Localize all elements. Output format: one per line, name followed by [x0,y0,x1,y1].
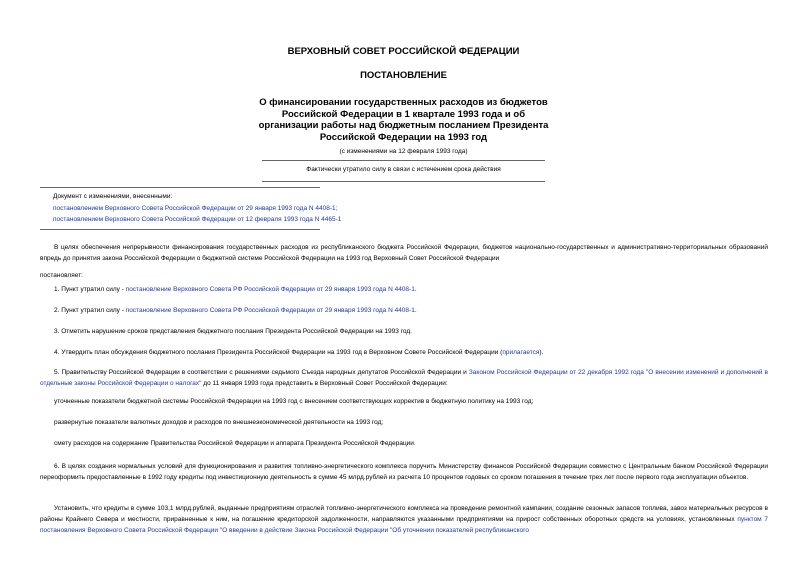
paragraph-2: 2. Пункт утратил силу - постановление Верховного Совета РФ Российской Федерации от 29 января 1993 года N 4408-1. [54,307,417,314]
changes-note: (с изменениями на 12 февраля 1993 года) [339,148,468,155]
status-note: Фактически утратило силу в связи с истечением срока действия [306,166,501,173]
paragraph-5-end: до 11 января 1993 года представить в Верховный Совет Российской Федерации: [201,380,448,387]
document-title [0,97,807,143]
paragraph-1-text: 1. Пункт утратил силу - [54,286,126,293]
issuing-body: ВЕРХОВНЫЙ СОВЕТ РОССИЙСКОЙ ФЕДЕРАЦИИ [287,46,520,57]
paragraph-3: 3. Отметить нарушение сроков представления бюджетного послания Президента Российской Федерации на 1993 год. [54,328,412,335]
tax-law-link[interactable]: Законом Российской Федерации от 22 декабря 1992 года "О внесении изменений и дополнений в отдельные законы Российской Федерации о налогах" [40,369,768,387]
divider [262,181,545,182]
paragraph-2-text: 2. Пункт утратил силу - [54,307,126,314]
title-line: О финансировании государственных расходов из бюджетов [259,97,548,108]
amendment-link-1[interactable]: постановлением Верховного Совета Российской Федерации от 29 января 1993 года N 4408-1; [53,204,338,212]
paragraph-4-end: ). [539,349,544,356]
paragraph-1-link[interactable]: постановление Верховного Совета РФ Российской Федерации от 29 января 1993 года N 4408-1 [125,286,415,293]
attachment-link[interactable]: прилагается [502,349,540,356]
paragraph-7 [40,503,768,536]
subitem-1: уточненные показатели бюджетной системы Российской Федерации на 1993 год с внесением соответствующих корректив в бюджетную политику на 1993 год; [54,398,534,405]
paragraph-5 [40,367,768,389]
resolution-link[interactable]: пунктом 7 постановления Верховного Совета Российской Федерации "О введении в действие Закона Российской Федерации "Об уточнении показателей республиканского [40,516,768,534]
amendment-link-2[interactable]: постановлением Верховного Совета Российской Федерации от 12 февраля 1993 года N 4465-1 [53,216,342,223]
subitem-3: смету расходов на содержание Правительства Российской Федерации и аппарата Президента Российской Федерации. [54,440,416,447]
divider [40,187,320,188]
paragraph-4-text: 4. Утвердить план обсуждения бюджетного послания Президента Российской Федерации на 1993 год в Верховном Совете Российской Федерации ( [54,349,503,356]
paragraph-6: 6. В целях создания нормальных условий для функционирования и развития топливно-энергетического комплекса поручить Министерству финансов Российской Федерации совместно с Центральным банком Российской Федерации переоформить предоставленные в 1992 году кредиты под инвестиционную деятельность в сумме 45 млрд.рублей из расчета 10 процентов годовых со сроком погашения в течение трех лет после первого года эксплуатации объектов. [40,463,768,481]
subitem-2: развернутые показатели валютных доходов и расходов по внешнеэкономической деятельности на 1993 год; [54,419,384,426]
divider [40,229,320,230]
paragraph-2-link[interactable]: постановление Верховного Совета РФ Российской Федерации от 29 января 1993 года N 4408-1 [125,307,415,314]
paragraph-4 [54,349,543,356]
resolves-word: постановляет: [40,272,83,279]
amendments-label: Документ с изменениями, внесенными: [53,193,173,200]
amendments-block [53,191,341,226]
paragraph-1: 1. Пункт утратил силу - постановление Верховного Совета РФ Российской Федерации от 29 января 1993 года N 4408-1. [54,286,417,293]
title-line: Российской Федерации на 1993 год [319,131,488,143]
title-line: организации работы над бюджетным посланием Президента [258,120,549,131]
document-type: ПОСТАНОВЛЕНИЕ [360,70,447,81]
paragraph-5-text: 5. Правительству Российской Федерации в соответствии с решениями седьмого Съезда народных депутатов Российской Федерации и [54,369,469,376]
title-line: Российской Федерации в 1 квартале 1993 года и об [281,108,526,120]
preamble: В целях обеспечения непрерывности финансирования государственных расходов из республиканского бюджета Российской Федерации, бюджетов национально-государственных и административно-территориальных образований впредь до принятия закона Российской Федерации о бюджетной системе Российской Федерации на 1993 год Верховный Совет Российской Федерации [40,244,768,262]
paragraph-7-text: Установить, что кредиты в сумме 103,1 млрд.рублей, выданные предприятиям отраслей топливно-энергетического комплекса на проведение ремонтной кампании, создание сезонных запасов топлива, завоз материальных ресурсов в районы Крайнего Севера и местности, приравненные к ним, на погашение кредиторской задолженности, направляются указанными предприятиями на прирост собственных оборотных средств на условиях, установленных [40,505,768,523]
divider [262,160,545,161]
